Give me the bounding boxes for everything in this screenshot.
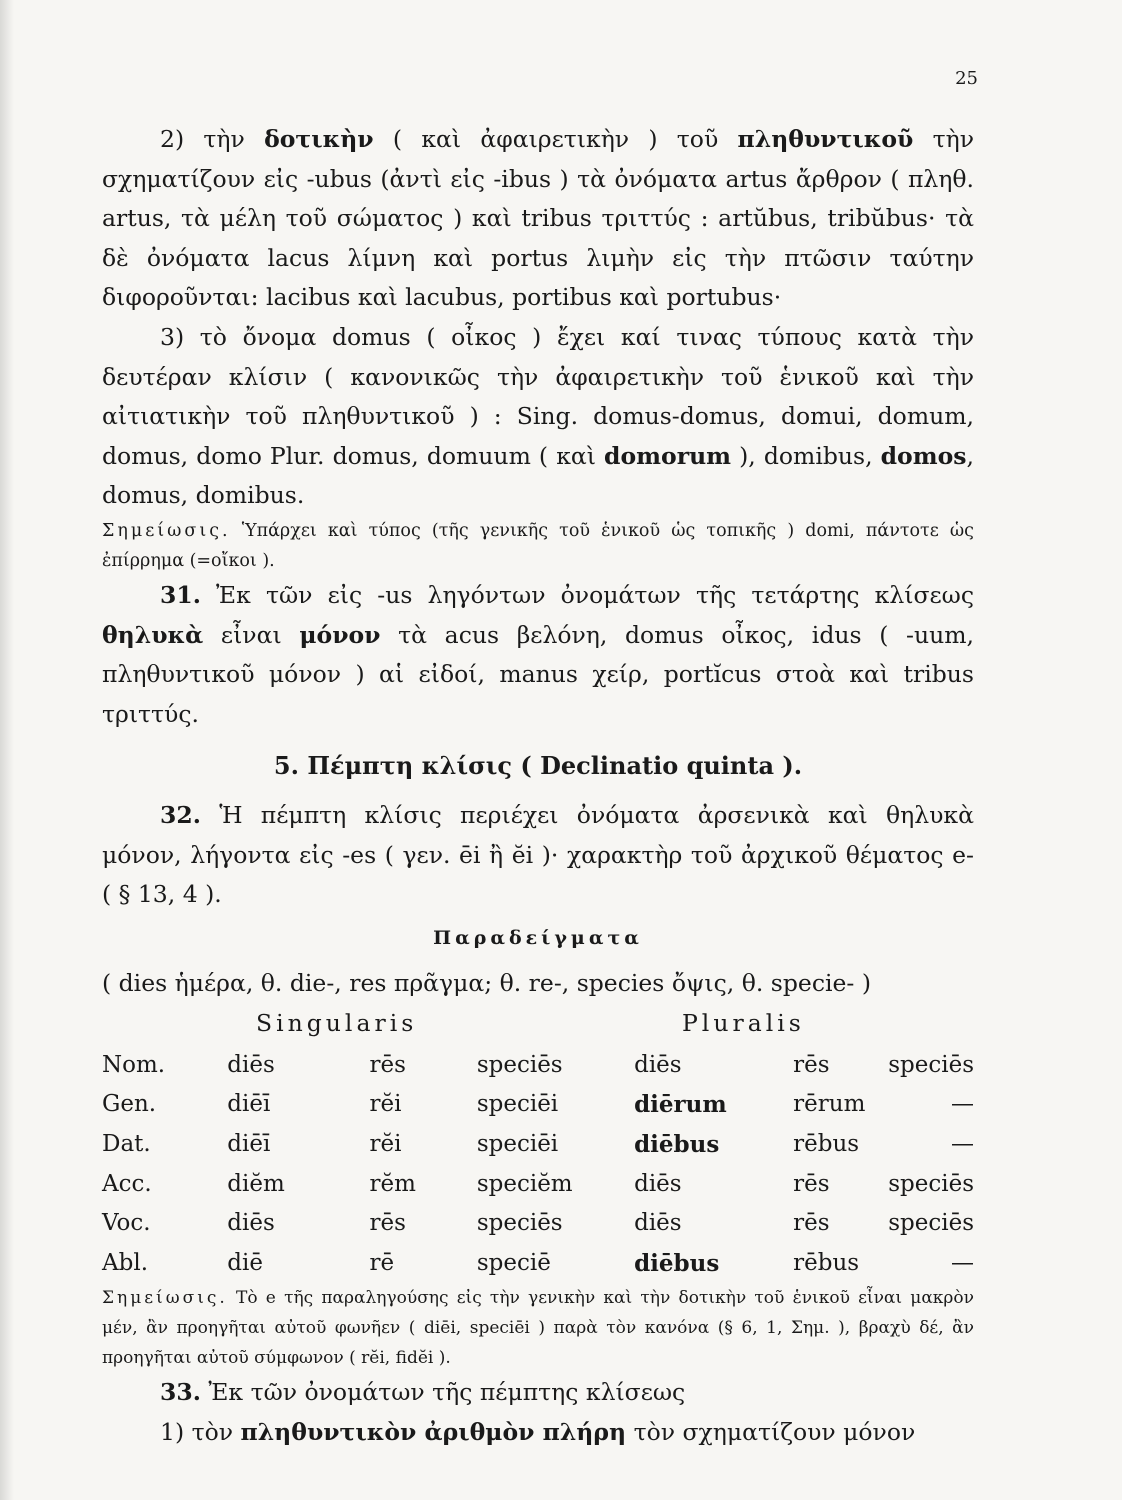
declension-cell-p3: speciēs (888, 1170, 974, 1197)
declension-cell-p1: diēbus (634, 1131, 720, 1159)
declension-cell-p1: diēs (634, 1051, 682, 1078)
declension-cell-p1: diērum (634, 1091, 727, 1119)
declension-cell-p3: — (951, 1091, 974, 1118)
declension-table (102, 1046, 974, 1284)
declension-cell-p2: rēbus (793, 1249, 860, 1276)
declension-cell-p2: rēs (793, 1170, 830, 1197)
paragraph-32-text: Ἡ πέμπτη κλίσις περιέχει ὀνόματα ἀρσενικὰ καὶ θηλυκὰ μόνον, λήγοντα εἰς -es ( γεν. ēi ἢ ĕi )· χαρακτὴρ τοῦ ἀρχικοῦ θέματος e- ( § 13, 4 ). (102, 800, 974, 909)
form-domos: domos (880, 441, 967, 470)
declension-cell-s1: diĕm (227, 1170, 285, 1197)
declension-cell-p2: rēbus (793, 1131, 860, 1158)
paragraph-3-text: , domus, domibus. (102, 441, 974, 510)
declension-cell-case: Gen. (102, 1091, 157, 1118)
declension-row (102, 1204, 974, 1244)
note-text: Τὸ e τῆς παραληγούσης εἰς τὴν γενικὴν καὶ τὴν δοτικὴν τοῦ ἑνικοῦ εἶναι μακρὸν μέν, ἂν προηγῆται αὐτοῦ φωνῆεν ( diēi, speciēi ) παρὰ τὸν κανόνα (§ 6, 1, Σημ. ), βραχὺ δέ, ἂν προηγῆται αὐτοῦ σύμφωνον ( rĕi, fidĕi ). (102, 1288, 974, 1369)
term-feminine: θηλυκὰ (102, 620, 204, 649)
declension-row (102, 1125, 974, 1165)
note-genitive-e (102, 1283, 974, 1373)
examples-line: ( dies ἡμέρα, θ. die-, res πρᾶγμα; θ. re-, species ὄψις, θ. specie- ) (102, 969, 871, 998)
plural-header: Pluralis (682, 1008, 805, 1037)
paragraph-31-text: Ἐκ τῶν εἰς -us ληγόντων ὀνομάτων τῆς τετάρτης κλίσεως (200, 580, 974, 609)
page-number: 25 (955, 68, 978, 89)
declension-cell-s2: rĕi (369, 1091, 402, 1118)
declension-cell-s2: rēs (369, 1051, 406, 1078)
paragraph-33-1-text: 1) τὸν (160, 1418, 241, 1447)
declension-cell-p1: diēs (634, 1170, 682, 1197)
declension-cell-s1: diēī (227, 1091, 271, 1118)
paragraph-32 (102, 796, 974, 915)
declension-cell-p3: — (951, 1131, 974, 1158)
paragraph-33-1-text: τὸν σχηματίζουν μόνον (626, 1418, 916, 1447)
declension-cell-case: Nom. (102, 1051, 166, 1078)
declension-row (102, 1165, 974, 1205)
paragraph-3 (102, 318, 974, 516)
paragraph-33-text: Ἐκ τῶν ὀνομάτων τῆς πέμπτης κλίσεως (200, 1378, 686, 1407)
section-number-32: 32. (160, 800, 201, 829)
declension-cell-s1: diēs (227, 1051, 275, 1078)
note-domi (102, 516, 974, 576)
note-label: Σημείωσις. (102, 520, 231, 541)
paragraph-31-text: τὰ acus βελόνη, domus οἶκος, idus ( -uum, πληθυντικοῦ μόνον ) αἱ εἰδοί, manus χείρ, portĭcus στοὰ καὶ tribus τριττύς. (102, 620, 974, 728)
section-number-33: 33. (160, 1378, 201, 1407)
singular-header: Singularis (256, 1008, 418, 1037)
term-plural: πληθυντικοῦ (737, 125, 914, 153)
examples-heading: Παραδείγματα (433, 926, 643, 949)
declension-cell-s2: rĕi (369, 1131, 402, 1158)
term-only: μόνον (299, 620, 381, 649)
declension-cell-s2: rēs (369, 1210, 406, 1237)
declension-cell-s1: diē (227, 1249, 263, 1276)
term-full-plural: πληθυντικὸν ἀριθμὸν πλήρη (240, 1418, 627, 1447)
declension-row (102, 1244, 974, 1284)
paragraph-2 (102, 120, 974, 318)
declension-cell-p2: rēs (793, 1051, 830, 1078)
declension-table-body (102, 1046, 974, 1284)
declension-cell-s3: speciēi (476, 1131, 559, 1158)
section-number-31: 31. (160, 580, 201, 609)
paragraph-33-1 (102, 1413, 974, 1453)
declension-cell-s2: rē (369, 1249, 395, 1276)
declension-cell-s1: diēs (227, 1210, 275, 1237)
note-text: Ὑπάρχει καὶ τύπος (τῆς γενικῆς τοῦ ἑνικοῦ ὡς τοπικῆς ) domi, πάντοτε ὡς ἐπίρρημα (=οἴκοι ). (102, 520, 974, 571)
declension-cell-s3: speciēs (476, 1051, 563, 1078)
declension-cell-p3: — (951, 1249, 974, 1276)
paragraph-2-text: τὴν σχηματίζουν εἰς -ubus (ἀντὶ εἰς -ibus ) τὰ ὀνόματα artus ἄρθρον ( πληθ. artus, τὰ μέλη τοῦ σώματος ) καὶ tribus τριττύς : artŭbus, tribŭbus· τὰ δὲ ὀνόματα lacus λίμνη καὶ portus λιμὴν εἰς τὴν πτῶσιν ταύτην διφοροῦνται: lacibus καὶ lacubus, portibus καὶ portubus· (102, 125, 974, 312)
section-heading-fifth-declension: 5. Πέμπτη κλίσις ( Declinatio quinta ). (273, 751, 803, 781)
term-dative: δοτικὴν (264, 125, 374, 153)
declension-column-headers (102, 1004, 974, 1044)
declension-cell-s3: speciēi (476, 1091, 559, 1118)
declension-cell-p3: speciēs (888, 1210, 974, 1237)
paragraph-2-text: ( καὶ ἀφαιρετικὴν ) τοῦ (373, 125, 738, 153)
declension-cell-case: Voc. (102, 1210, 151, 1237)
declension-cell-p2: rērum (793, 1091, 866, 1118)
paragraph-31 (102, 576, 974, 734)
paragraph-2-text: 2) τὴν (160, 125, 265, 153)
declension-cell-p1: diēs (634, 1210, 682, 1237)
declension-cell-s1: diēī (227, 1131, 271, 1158)
declension-cell-case: Abl. (102, 1249, 148, 1276)
declension-cell-p2: rēs (793, 1210, 830, 1237)
form-domorum: domorum (604, 441, 732, 470)
declension-row (102, 1085, 974, 1125)
declension-cell-p1: diēbus (634, 1249, 720, 1277)
declension-cell-s3: speciĕm (476, 1170, 573, 1197)
declension-cell-case: Dat. (102, 1131, 151, 1158)
declension-cell-s3: speciēs (476, 1210, 563, 1237)
declension-cell-s2: rĕm (369, 1170, 416, 1197)
declension-cell-p3: speciēs (888, 1051, 974, 1078)
paragraph-33 (102, 1373, 974, 1413)
paragraph-3-text: 3) τὸ ὄνομα domus ( οἶκος ) ἔχει καί τινας τύπους κατὰ τὴν δευτέραν κλίσιν ( κανονικῶς τὴν ἀφαιρετικὴν τοῦ ἑνικοῦ καὶ τὴν αἰτιατικὴν τοῦ πληθυντικοῦ ) : Sing. domus-domus, domui, domum, domus, domo Plur. domus, domuum ( καὶ (102, 322, 974, 470)
page-body (102, 120, 974, 1453)
note-label: Σημείωσις. (102, 1288, 228, 1309)
declension-row (102, 1046, 974, 1086)
paragraph-31-text: εἶναι (203, 620, 300, 649)
paragraph-3-text: ), domibus, (731, 441, 881, 470)
declension-cell-case: Acc. (102, 1170, 152, 1197)
declension-cell-s3: speciē (476, 1249, 551, 1276)
